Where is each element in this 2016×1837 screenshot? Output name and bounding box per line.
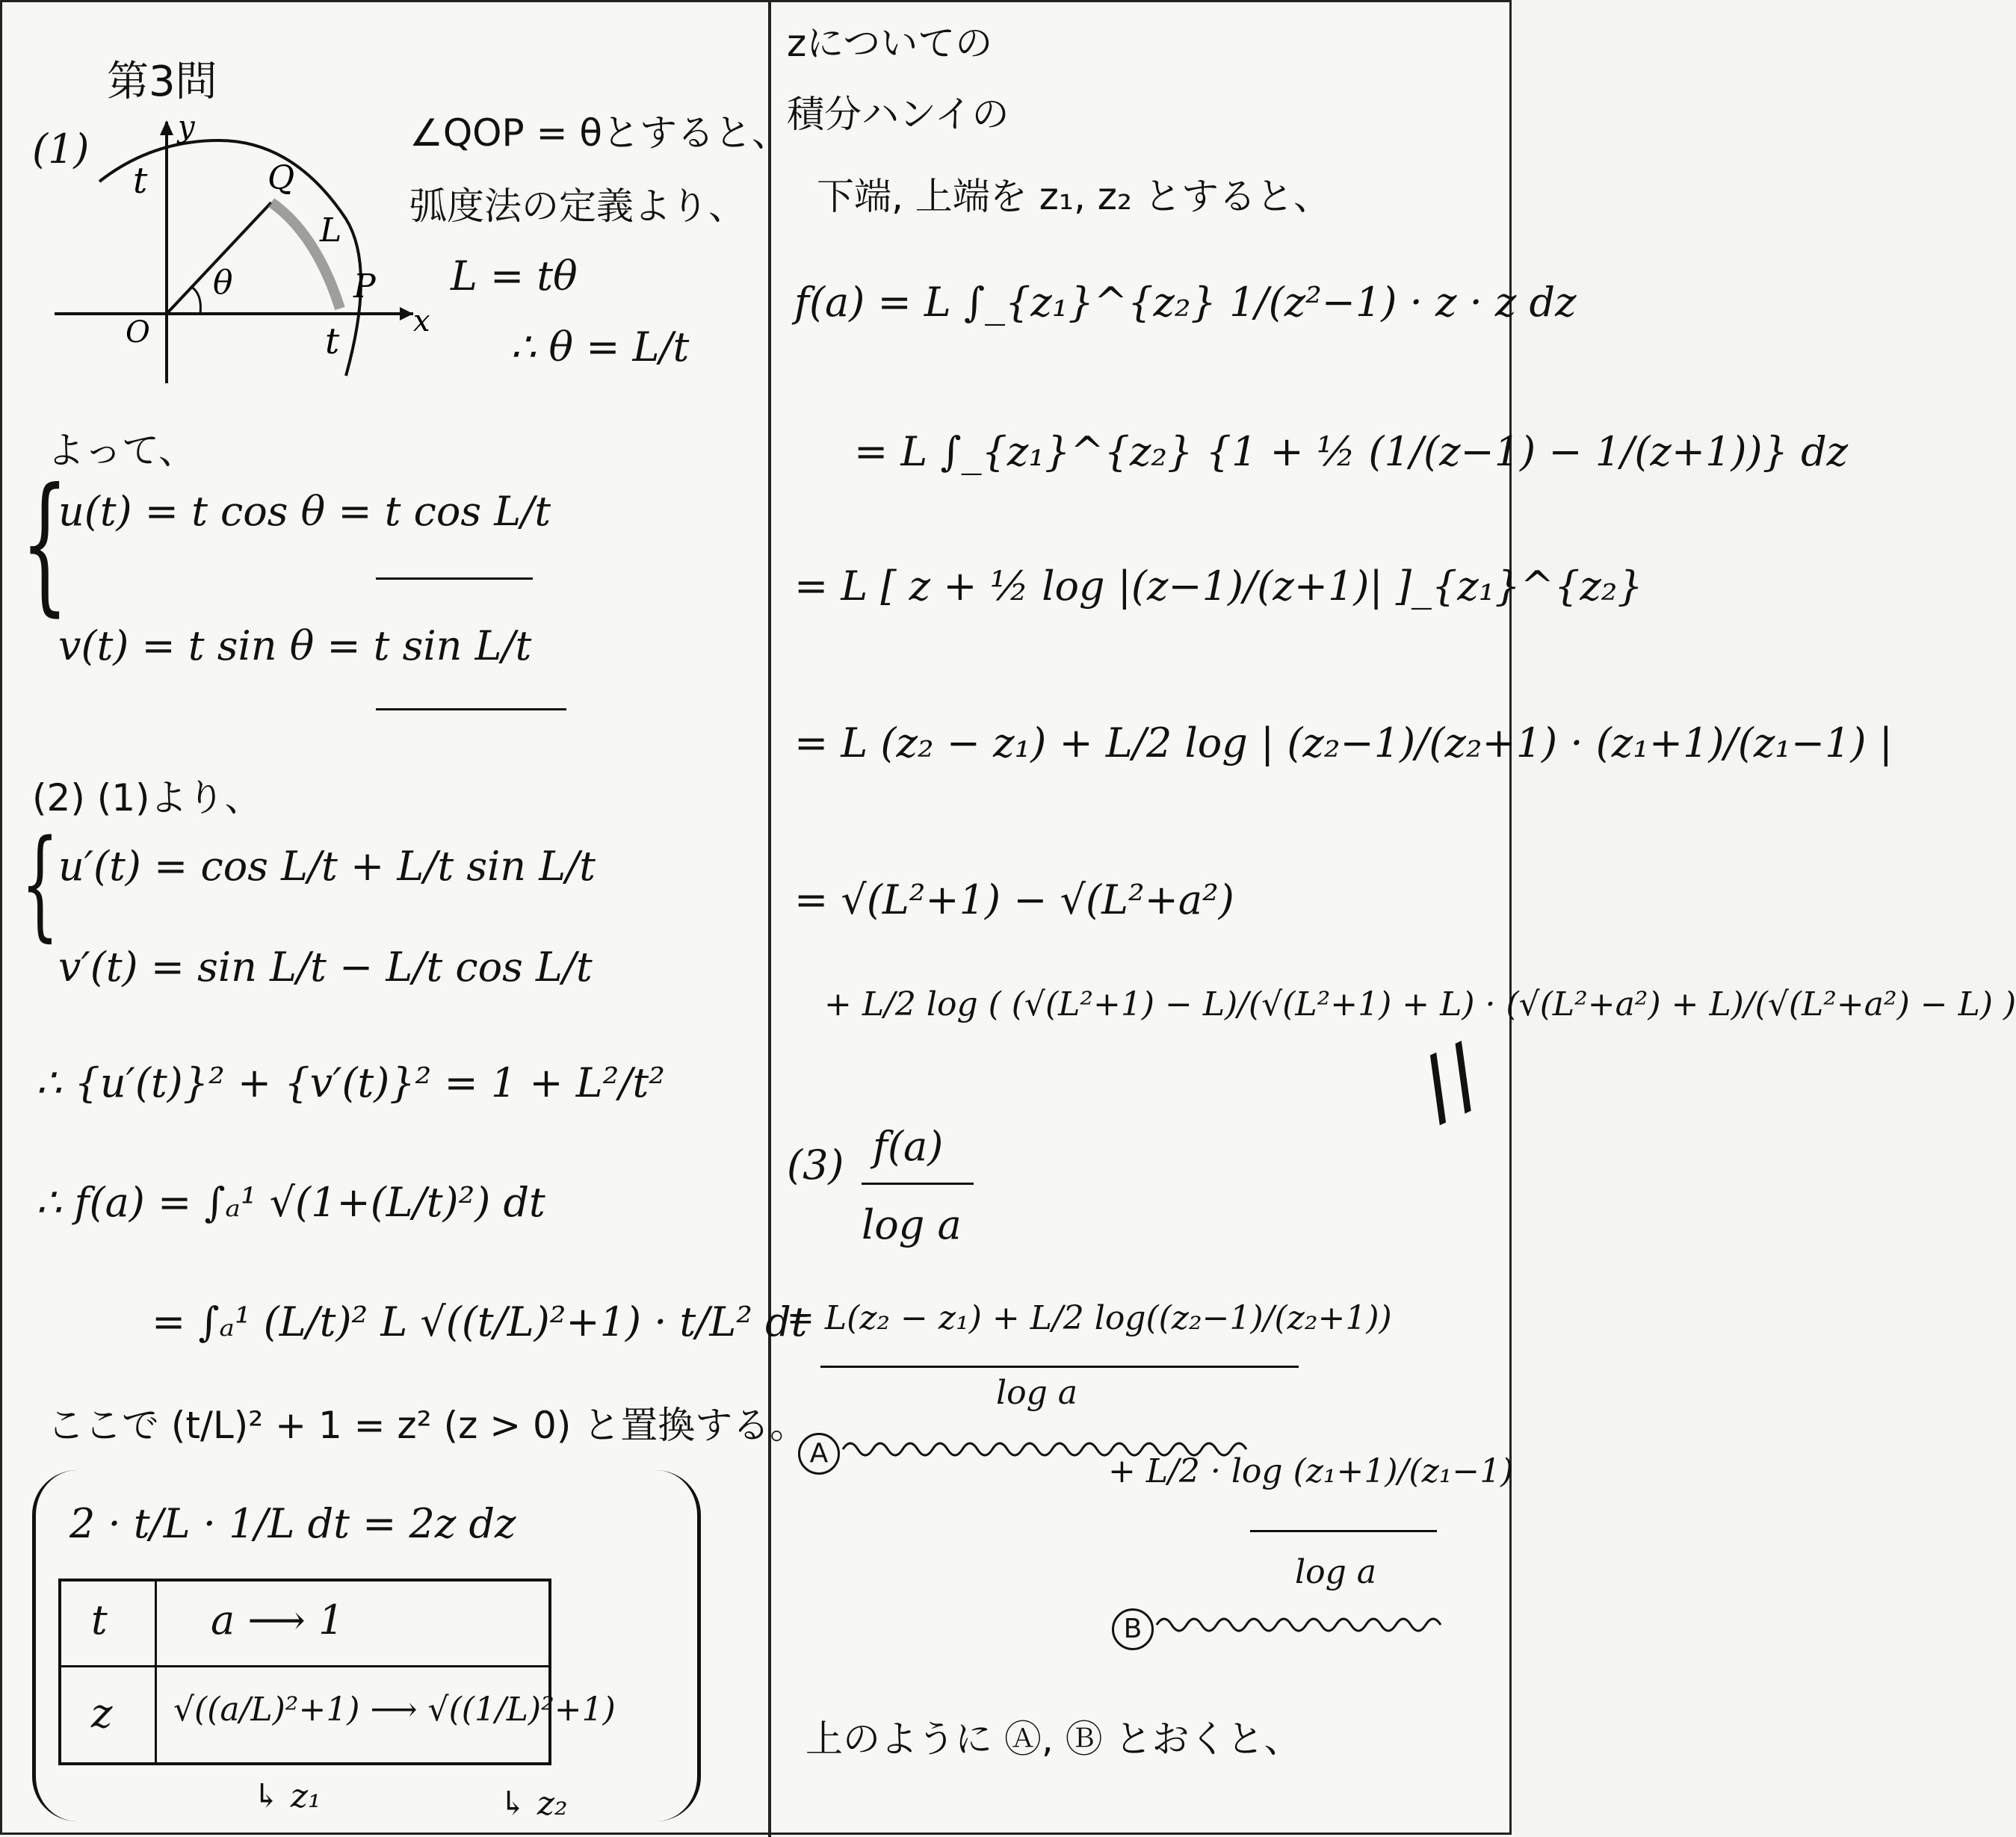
g2-frac-bar: [1250, 1530, 1437, 1532]
y-axis-label: y: [178, 110, 195, 144]
g1-denominator: log a: [996, 1374, 1077, 1412]
u-equation: u(t) = t cos θ = t cos L/t: [58, 488, 551, 535]
table-row-range: √((a/L)²+1) ⟶ √((1/L)²+1): [173, 1691, 616, 1729]
note-angle-def: ∠QOP = θとすると、: [409, 111, 789, 155]
fa-step-3: = L [ z + ½ log |(z−1)/(z+1)| ]_{z₁}^{z₂}: [794, 563, 1643, 610]
right-heading-3: 下端, 上端を z₁, z₂ とすると、: [817, 175, 1331, 218]
wavy-underline-b: [1157, 1608, 1456, 1638]
t-radius-top-label: t: [133, 160, 148, 202]
right-column: [772, 2, 2016, 1837]
arc-length-label: L: [320, 211, 342, 250]
v-underline: [376, 708, 566, 710]
part3-frac-bar: [862, 1183, 974, 1185]
eq-theta: ∴ θ = L/t: [510, 323, 690, 371]
du-equation: u′(t) = cos L/t + L/t sin L/t: [58, 843, 596, 890]
x-axis-label: x: [413, 304, 430, 338]
range-table-vline: [155, 1582, 157, 1762]
problem-title: 第3問: [107, 58, 217, 106]
part3-label: (3): [787, 1141, 844, 1189]
fa-integral-1: ∴ f(a) = ∫ₐ¹ √(1+(L/t)²) dt: [36, 1179, 545, 1226]
system-brace-derivatives: {: [21, 814, 59, 953]
label-a-circle: A: [798, 1433, 840, 1475]
range-table: [58, 1579, 616, 1765]
unit-circle-graph: [47, 107, 436, 391]
right-heading-1: zについての: [787, 22, 993, 65]
eq-arc-length: L = tθ: [451, 253, 578, 300]
note-radian-def: 弧度法の定義より、: [409, 185, 746, 228]
table-head-range: a ⟶ 1: [211, 1596, 344, 1644]
sum-of-squares: ∴ {u′(t)}² + {v′(t)}² = 1 + L²/t²: [36, 1059, 665, 1106]
left-column: [2, 2, 808, 1837]
label-b-circle: B: [1112, 1608, 1154, 1650]
part2-label: (2) (1)より、: [32, 776, 262, 820]
dv-equation: v′(t) = sin L/t − L/t cos L/t: [58, 944, 593, 991]
part3-frac-num: f(a): [873, 1123, 944, 1170]
differential-relation: 2 · t/L · 1/L dt = 2z dz: [69, 1500, 516, 1547]
right-heading-2: 積分ハンイの: [787, 93, 1009, 136]
fa-integral-2: = ∫ₐ¹ (L/t)² L √((t/L)²+1) · t/L² dt: [152, 1298, 808, 1345]
g1-frac-bar: [820, 1366, 1299, 1368]
range-table-hline: [61, 1665, 548, 1667]
g1-numerator: = L(z₂ − z₁) + L/2 log((z₂−1)/(z₂+1)): [787, 1299, 1392, 1337]
fa-step-2: = L ∫_{z₁}^{z₂} {1 + ½ (1/(z−1) − 1/(z+1))} dz: [854, 428, 1849, 475]
part1-label: (1): [32, 126, 90, 173]
column-divider: [768, 2, 771, 1837]
g2-numerator: + L/2 · log (z₁+1)/(z₁−1): [1108, 1452, 1514, 1490]
fa-step-4: = L (z₂ − z₁) + L/2 log | (z₂−1)/(z₂+1) · (z₁+1)/(z₁−1) |: [794, 719, 1893, 766]
system-brace-uv: {: [21, 456, 69, 631]
v-equation: v(t) = t sin θ = t sin L/t: [58, 622, 532, 669]
z2-mark: ↳ z₂: [499, 1785, 568, 1823]
final-statement: 上のように Ⓐ, Ⓑ とおくと、: [806, 1717, 1302, 1761]
answer-mark: //: [1404, 1026, 1495, 1136]
part3-frac-den: log a: [862, 1201, 962, 1248]
angle-arc: [191, 286, 200, 314]
substitution-note: ここで (t/L)² + 1 = z² (z > 0) と置換する。: [47, 1404, 808, 1447]
t-radius-bottom-label: t: [325, 320, 340, 362]
substitution-box-bracket-right: [652, 1470, 701, 1821]
table-head-var: t: [91, 1596, 108, 1644]
point-q-label: Q: [268, 159, 295, 197]
yotte-text: よって、: [47, 429, 196, 472]
angle-theta-label: θ: [213, 264, 233, 302]
point-p-label: P: [353, 267, 376, 306]
fa-step-5: = √(L²+1) − √(L²+a²): [794, 876, 1234, 923]
z1-mark: ↳ z₁: [253, 1777, 321, 1815]
origin-label: O: [126, 315, 150, 350]
table-row-var: z: [91, 1690, 113, 1737]
fa-step-1: f(a) = L ∫_{z₁}^{z₂} 1/(z²−1) · z · z dz: [794, 279, 1577, 326]
u-underline: [376, 577, 533, 580]
g2-denominator: log a: [1295, 1553, 1376, 1591]
fa-step-6: + L/2 log ( (√(L²+1) − L)/(√(L²+1) + L) · (√(L²+a²) + L)/(√(L²+a²) − L) ): [824, 985, 2016, 1023]
